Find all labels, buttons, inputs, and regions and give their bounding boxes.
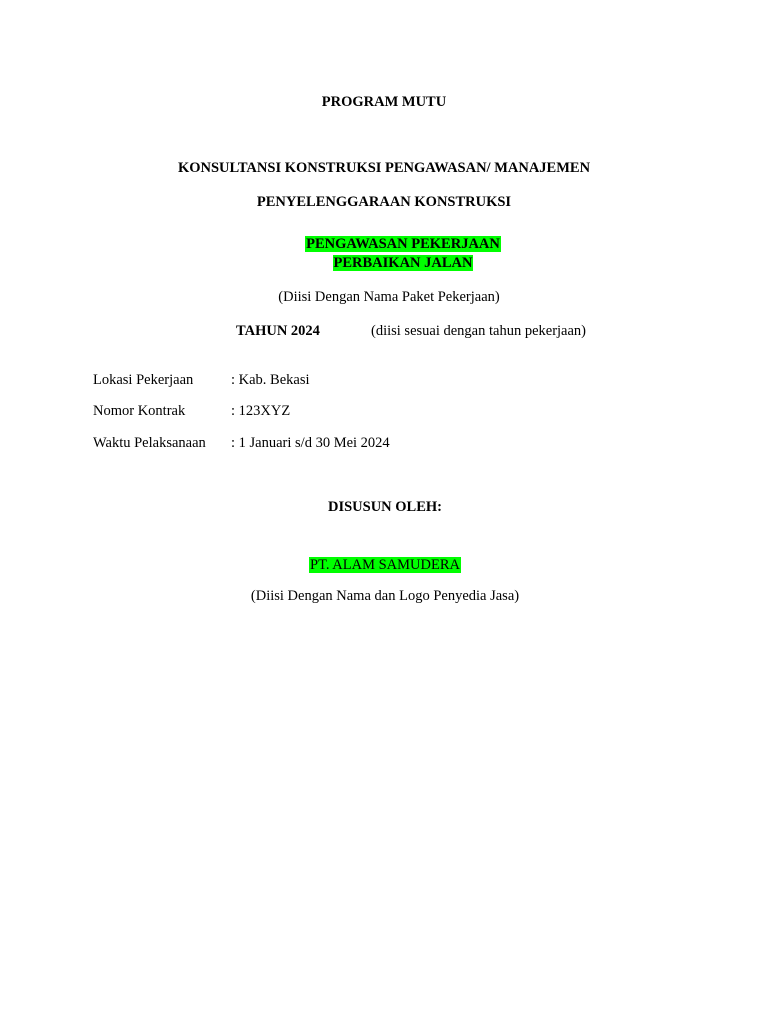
- package-note: (Diisi Dengan Nama Paket Pekerjaan): [278, 289, 500, 305]
- company-note: (Diisi Dengan Nama dan Logo Penyedia Jasa): [250, 588, 520, 604]
- detail-value: : Kab. Bekasi: [231, 372, 310, 388]
- detail-label: Waktu Pelaksanaan: [93, 435, 206, 451]
- detail-label: Nomor Kontrak: [93, 403, 186, 419]
- document-title: PROGRAM MUTU: [321, 94, 447, 110]
- year-label: TAHUN 2024: [236, 323, 320, 339]
- prepared-by-label: DISUSUN OLEH:: [327, 499, 442, 515]
- detail-value: : 123XYZ: [231, 403, 291, 419]
- detail-value: : 1 Januari s/d 30 Mei 2024: [231, 435, 390, 451]
- company-name-text: PT. ALAM SAMUDERA: [310, 557, 460, 573]
- package-name-line2: [230, 254, 576, 272]
- package-name-line1: [230, 235, 576, 253]
- document-subtitle-line2: PENYELENGGARAAN KONSTRUKSI: [256, 194, 512, 210]
- year-note: (diisi sesuai dengan tahun pekerjaan): [371, 323, 587, 339]
- package-name-line1-text: PENGAWASAN PEKERJAAN: [306, 236, 500, 252]
- detail-label: Lokasi Pekerjaan: [93, 372, 194, 388]
- company-name: [230, 556, 540, 574]
- document-subtitle-line1: KONSULTANSI KONSTRUKSI PENGAWASAN/ MANAJEMEN: [177, 160, 591, 176]
- package-name-line2-text: PERBAIKAN JALAN: [333, 255, 473, 271]
